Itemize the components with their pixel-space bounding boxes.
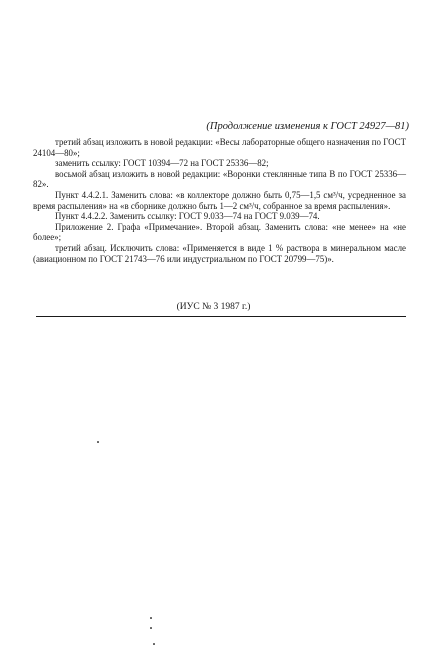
scan-speck [97,441,99,443]
paragraph-clause-4-4-2-2: Пункт 4.4.2.2. Заменить ссылку: ГОСТ 9.033—74 на ГОСТ 9.039—74. [55,211,320,222]
source-reference: (ИУС № 3 1987 г.) [176,302,251,312]
continuation-header: (Продолжение изменения к ГОСТ 24927—81) [206,121,409,132]
paragraph-balance-reference: третий абзац изложить в новой редакции: «Весы лабораторные общего назначения по ГОСТ 24104—80»; [33,137,406,158]
paragraph-replace-reference: заменить ссылку: ГОСТ 10394—72 на ГОСТ 25336—82; [55,158,269,169]
paragraph-funnel-reference: восьмой абзац изложить в новой редакции: «Воронки стеклянные типа В по ГОСТ 25336—82». [33,168,406,190]
scan-speck [150,617,152,619]
paragraph-third-abzac: третий абзац. Исключить слова: «Применяется в виде 1 % раствора в минеральном масле (авиационном по ГОСТ 21743—76 или индустриальном по ГОСТ 20799—75)». [33,242,406,264]
scan-speck [150,627,152,629]
scan-speck [153,643,155,645]
amendment-text [33,137,406,264]
paragraph-clause-4-4-2-1: Пункт 4.4.2.1. Заменить слова: «в коллекторе должно быть 0,75—1,5 см³/ч, усредненное за время распыления» на «в сборнике должно быть 1—2 см³/ч, собранное за время распыления». [33,189,406,211]
paragraph-appendix-2: Приложение 2. Графа «Примечание». Второй абзац. Заменить слова: «не менее» на «не более»; [33,221,406,243]
end-divider-line [36,316,406,317]
